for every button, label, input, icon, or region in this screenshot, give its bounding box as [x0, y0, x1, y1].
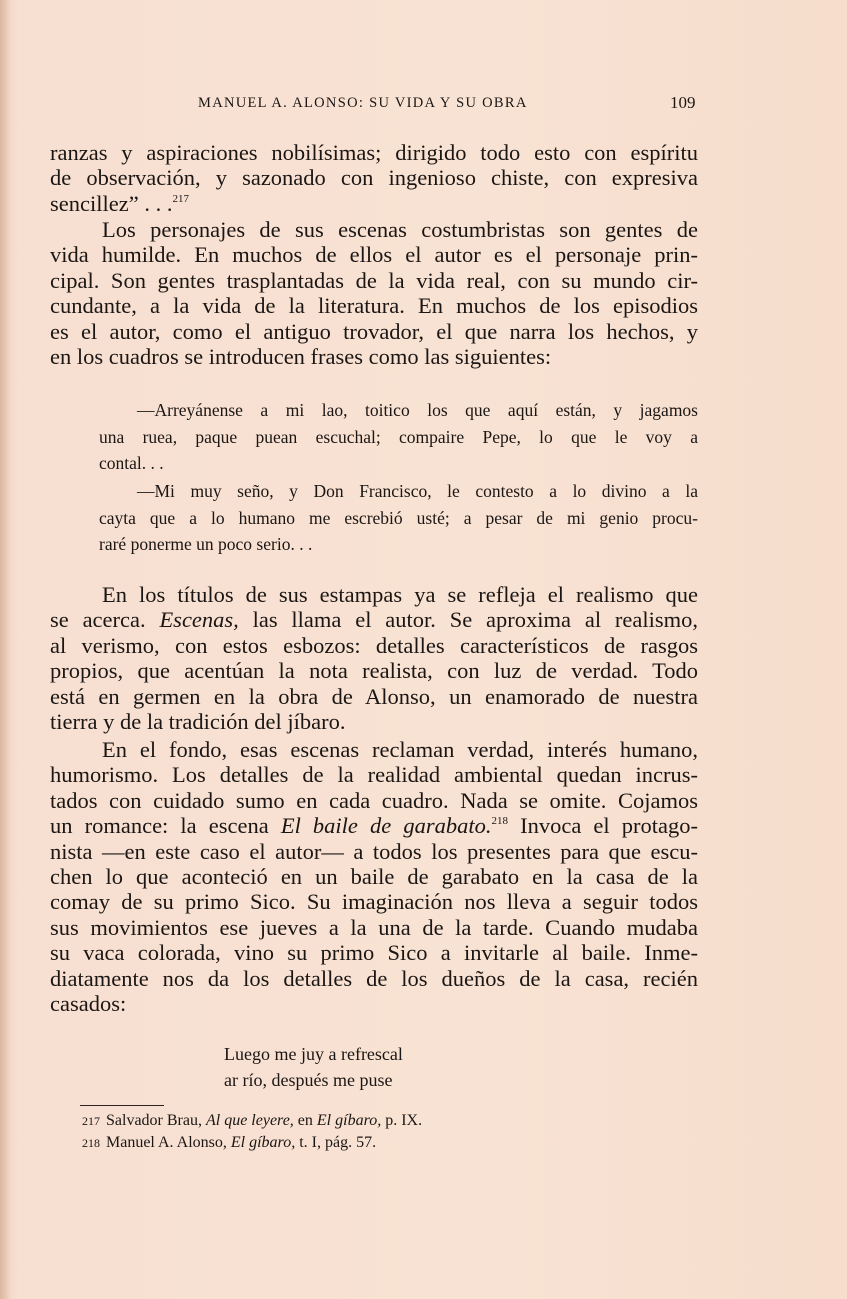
text-line: En el fondo, esas escenas reclaman verdad, interés humano, [102, 737, 698, 762]
text-line: al verismo, con estos esbozos: detalles característicos de rasgos [50, 632, 698, 658]
text-line: raré ponerme un poco serio. . . [99, 534, 313, 554]
running-head: MANUEL A. ALONSO: SU VIDA Y SU OBRA [198, 95, 528, 111]
text-line: diatamente nos da los detalles de los dueños de la casa, recién [50, 965, 698, 991]
verse-block [224, 1041, 524, 1093]
text-line: casados: [50, 990, 127, 1016]
paragraph-2 [50, 217, 698, 369]
verse-line: Luego me juy a refrescal [224, 1044, 403, 1064]
italic-title: El gíbaro, [230, 1134, 296, 1151]
text-fragment: un romance: la escena [50, 813, 281, 839]
quote-2 [99, 478, 698, 558]
footnote-divider [80, 1105, 164, 1106]
text-line [50, 191, 698, 216]
text-line: es el autor, como el antiguo trovador, el que narra los hechos, y [50, 318, 698, 344]
text-line: —Arreyánense a mi lao, toitico los que aquí están, y jagamos [137, 400, 698, 420]
footnote-number: 217 [82, 1114, 100, 1128]
footnote-number: 218 [82, 1136, 100, 1150]
footnotes [82, 1110, 682, 1154]
text-fragment: se acerca. [50, 607, 160, 633]
text-line: comay de su primo Sico. Su imaginación nos lleva a seguir todos [50, 889, 698, 915]
italic-title: Escenas, [159, 607, 239, 633]
text-fragment: las llama el autor. Se aproxima al realismo, [238, 607, 698, 633]
text-line: de observación, y sazonado con ingenioso chiste, con expresiva [50, 165, 698, 191]
text-line: chen lo que aconteció en un baile de garabato en la casa de la [50, 863, 698, 889]
footnote-ref: 217 [172, 192, 189, 205]
text-fragment: Salvador Brau, [106, 1112, 206, 1129]
paragraph-3 [50, 582, 698, 734]
text-fragment: Invoca el protago- [508, 813, 698, 839]
italic-title: El baile de garabato. [280, 813, 492, 839]
text-line [50, 607, 698, 632]
text-line: tados con cuidado sumo en cada cuadro. Nada se omite. Cojamos [50, 787, 698, 813]
text-line: contal. . . [99, 453, 164, 473]
text-fragment: p. IX. [381, 1112, 423, 1129]
text-line: está en germen en la obra de Alonso, un enamorado de nuestra [50, 683, 698, 709]
text-line: una ruea, paque puean escuchal; compaire Pepe, lo que le voy a [99, 426, 698, 447]
italic-title: Al que leyere, [205, 1112, 294, 1129]
text-line: su vaca colorada, vino su primo Sico a invitarle al baile. Inme- [50, 940, 698, 966]
page-number: 109 [670, 93, 696, 112]
text-line: sus movimientos ese jueves a la una de la tarde. Cuando mudaba [50, 914, 698, 940]
text-line: nista —en este caso el autor— a todos los presentes para que escu- [50, 838, 698, 864]
footnote-ref: 218 [491, 815, 508, 828]
footnote [82, 1110, 682, 1132]
text-line: tierra y de la tradición del jíbaro. [50, 708, 346, 734]
text-line: humorismo. Los detalles de la realidad ambiental quedan incrus- [50, 762, 698, 788]
text-fragment: Manuel A. Alonso, [106, 1134, 231, 1151]
quote-1 [99, 397, 698, 477]
verse-line: ar río, después me puse [224, 1070, 393, 1090]
text-line: cundante, a la vida de la literatura. En muchos de los episodios [50, 293, 698, 319]
text-line: Los personajes de sus escenas costumbristas son gentes de [102, 217, 698, 242]
text-line: cayta que a lo humano me escrebió usté; a pesar de mi genio procu- [99, 507, 698, 528]
text-line: en los cuadros se introducen frases como las siguientes: [50, 343, 552, 369]
paragraph-1 [50, 140, 698, 216]
italic-title: El gíbaro, [316, 1112, 382, 1129]
text-line: cipal. Son gentes trasplantadas de la vida real, con su mundo cir- [50, 267, 698, 293]
text-line: vida humilde. En muchos de ellos el autor es el personaje prin- [50, 242, 698, 268]
paragraph-4 [50, 737, 698, 1016]
text-line: En los títulos de sus estampas ya se refleja el realismo que [102, 582, 698, 607]
footnote [82, 1132, 682, 1154]
text-line: propios, que acentúan la nota realista, con luz de verdad. Todo [50, 658, 698, 684]
text-line [50, 813, 698, 838]
text-fragment: t. I, pág. 57. [295, 1134, 377, 1151]
text-line: —Mi muy seño, y Don Francisco, le contesto a lo divino a la [137, 481, 698, 501]
text-fragment: sencillez” . . . [50, 190, 173, 216]
text-line: ranzas y aspiraciones nobilísimas; dirigido todo esto con espíritu [50, 140, 698, 165]
text-fragment: en [293, 1112, 317, 1129]
page-header [50, 93, 700, 117]
page-gutter-shadow [0, 0, 10, 1299]
